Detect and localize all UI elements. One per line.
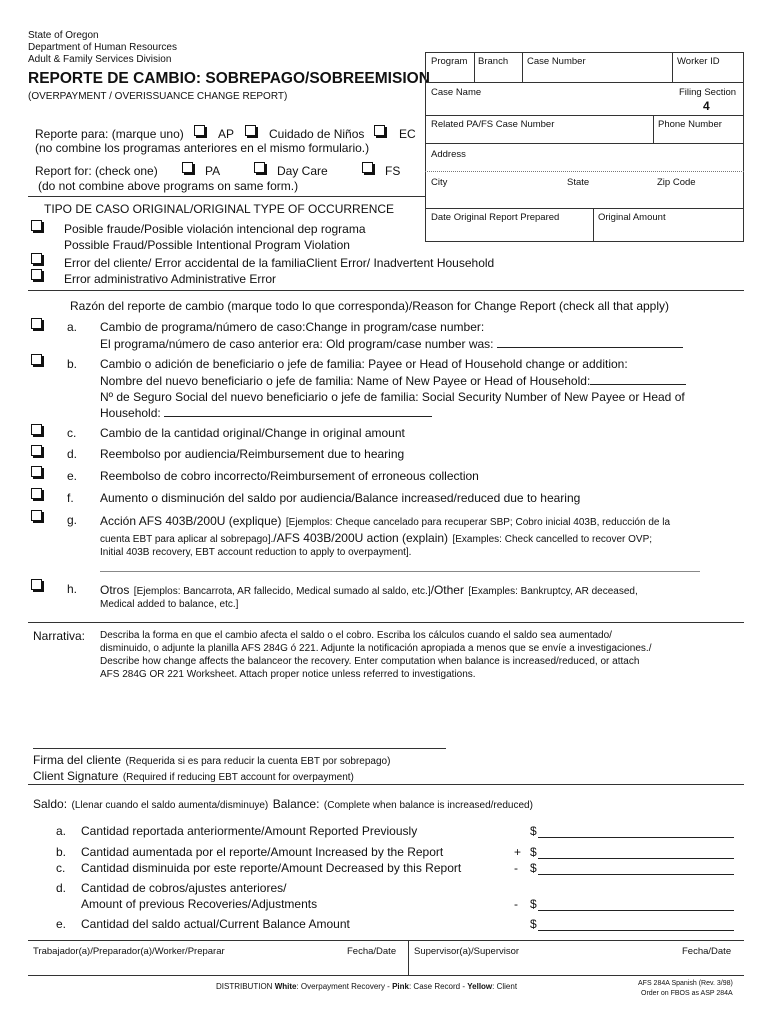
form-subtitle: (OVERPAYMENT / OVERISSUANCE CHANGE REPORT) [28,91,288,102]
balance-row-dollar: $ [530,824,537,838]
reason-c-checkbox[interactable] [31,424,42,435]
related-case-label: Related PA/FS Case Number [431,119,555,130]
reason-a-letter: a. [67,320,78,334]
worker-date-label: Fecha/Date [347,946,397,957]
reasons-heading: Razón del reporte de cambio (marque todo lo que corresponda)/Reason for Change Report (check all that apply) [70,299,670,313]
reason-b-line4: Household: [100,406,432,420]
agency-state: State of Oregon [28,30,99,41]
admin-error-label: Error administrativo Administrative Error [64,272,277,286]
reason-g-line2: cuenta EBT para aplicar al sobrepago]./AFS 403B/200U action (explain) [Examples: Check cancelled to recover OVP; [100,531,653,545]
reason-c-text: Cambio de la cantidad original/Change in original amount [100,426,405,440]
phone-label: Phone Number [658,119,722,130]
fs-checkbox[interactable] [362,162,373,173]
balance-row-sign: + [514,845,522,859]
reason-g-line1: Acción AFS 403B/200U (explique) [Ejemplos: Cheque cancelado para recuperar SBP; Cobro inicial 403B, reducción de la [100,514,671,528]
balance-row-letter: d. [56,881,67,895]
balance-row-dollar: $ [530,917,537,931]
reason-a-line1: Cambio de programa/número de caso:Change in program/case number: [100,320,485,334]
fraud-checkbox[interactable] [31,220,42,231]
narrative-label: Narrativa: [33,629,86,643]
order-note: Order on FBOS as ASP 284A [641,990,733,997]
original-amount-label: Original Amount [598,212,666,223]
balance-amount-field[interactable] [538,858,734,859]
balance-row-text: Cantidad disminuida por este reporte/Amount Decreased by this Report [81,861,462,875]
distribution-note: DISTRIBUTION White: Overpayment Recovery - Pink: Case Record - Yellow: Client [216,982,518,991]
state-label: State [567,177,590,188]
signature-label-es: Firma del cliente (Requerida si es para reducir la cuenta EBT por sobrepago) [33,753,391,767]
program-label: Program [431,56,468,67]
ap-label: AP [218,127,235,141]
supervisor-date-label: Fecha/Date [682,946,732,957]
narrative-line3: Describe how change affects the balanceor the recovery. Enter computation when balance is increased/reduced, or attach [100,656,640,667]
balance-row-letter: e. [56,917,67,931]
filing-section-value: 4 [703,99,710,113]
fraud-label-en: Possible Fraud/Possible Intentional Program Violation [64,238,350,252]
case-number-label: Case Number [527,56,586,67]
narrative-line4: AFS 284G OR 221 Worksheet. Attach proper notice unless referred to investigations. [100,669,476,680]
balance-heading: Saldo: (Llenar cuando el saldo aumenta/disminuye) Balance: (Complete when balance is increased/reduced) [33,797,533,811]
form-id: AFS 284A Spanish (Rev. 3/98) [638,980,733,987]
supervisor-signature-label: Supervisor(a)/Supervisor [414,946,520,957]
fraud-label-es: Posible fraude/Posible violación intencional dep rograma [64,222,366,236]
reason-c-letter: c. [67,426,77,440]
balance-row-text: Amount of previous Recoveries/Adjustments [81,897,318,911]
reason-h-line2: Medical added to balance, etc.] [100,599,239,610]
admin-error-checkbox[interactable] [31,269,42,280]
daycare-label: Day Care [277,164,328,178]
narrative-line1: Describa la forma en que el cambio afecta el saldo o el cobro. Escriba los cálculos cuando el saldo sea aumentado/ [100,630,612,641]
balance-row-dollar: $ [530,861,537,875]
zip-label: Zip Code [657,177,696,188]
case-name-label: Case Name [431,87,482,98]
balance-row-dollar: $ [530,897,537,911]
filing-section-label: Filing Section [679,87,737,98]
reason-h-letter: h. [67,582,78,596]
balance-row-text: Cantidad reportada anteriormente/Amount Reported Previously [81,824,418,838]
balance-row-sign: - [514,897,518,911]
city-label: City [431,177,448,188]
balance-amount-field[interactable] [538,910,734,911]
report-for-en-note: (do not combine above programs on same form.) [38,179,299,193]
reason-a-checkbox[interactable] [31,318,42,329]
reason-a-line2: El programa/número de caso anterior era: Old program/case number was: [100,337,683,351]
agency-division: Adult & Family Services Division [28,54,172,65]
client-error-label: Error del cliente/ Error accidental de la familiaClient Error/ Inadvertent Household [64,256,495,270]
reason-b-letter: b. [67,357,78,371]
reason-b-checkbox[interactable] [31,354,42,365]
client-error-checkbox[interactable] [31,253,42,264]
branch-label: Branch [478,56,509,67]
balance-row-text: Cantidad de cobros/ajustes anteriores/ [81,881,287,895]
reason-h-checkbox[interactable] [31,579,42,590]
balance-row-text: Cantidad del saldo actual/Current Balance Amount [81,917,350,931]
balance-row-letter: b. [56,845,67,859]
report-for-es-label: Reporte para: (marque uno) [35,127,184,141]
reason-b-line3: Nº de Seguro Social del nuevo beneficiario o jefe de familia: Social Security Number of New Payee or Head of [100,390,685,404]
signature-label-en: Client Signature (Required if reducing EBT account for overpayment) [33,769,354,783]
daycare-checkbox[interactable] [254,162,265,173]
worker-signature-label: Trabajador(a)/Preparador(a)/Worker/Preparar [33,946,225,957]
reason-f-checkbox[interactable] [31,488,42,499]
balance-amount-field[interactable] [538,837,734,838]
pa-label: PA [205,164,221,178]
report-for-en-label: Report for: (check one) [35,164,158,178]
occurrence-heading: TIPO DE CASO ORIGINAL/ORIGINAL TYPE OF OCCURRENCE [44,202,395,216]
agency-department: Department of Human Resources [28,42,177,53]
worker-id-label: Worker ID [677,56,720,67]
reason-e-letter: e. [67,469,78,483]
ap-checkbox[interactable] [194,125,205,136]
reason-e-checkbox[interactable] [31,466,42,477]
reason-g-line3: Initial 403B recovery, EBT account reduction to apply to overpayment]. [100,547,412,558]
reason-g-checkbox[interactable] [31,510,42,521]
reason-e-text: Reembolso de cobro incorrecto/Reimbursement of erroneous collection [100,469,479,483]
form-title: REPORTE DE CAMBIO: SOBREPAGO/SOBREEMISION [28,70,430,87]
date-original-label: Date Original Report Prepared [431,212,560,223]
ec-label: EC [399,127,416,141]
reason-d-letter: d. [67,447,78,461]
reason-b-line1: Cambio o adición de beneficiario o jefe de familia: Payee or Head of Household change or addition: [100,357,628,371]
balance-row-letter: a. [56,824,67,838]
reason-f-letter: f. [67,491,74,505]
fs-label: FS [385,164,401,178]
reason-f-text: Aumento o disminución del saldo por audiencia/Balance increased/reduced due to hearing [100,491,581,505]
report-for-es-note: (no combine los programas anteriores en el mismo formulario.) [35,141,370,155]
reason-d-text: Reembolso por audiencia/Reimbursement due to hearing [100,447,405,461]
narrative-line2: disminuido, o adjunte la planilla AFS 284G ó 221. Adjunte la notificación apropiada a menos que se envíe a investigaciones./ [100,643,652,654]
reason-g-letter: g. [67,513,78,527]
reason-d-checkbox[interactable] [31,445,42,456]
balance-amount-field[interactable] [538,930,734,931]
reason-b-line2: Nombre del nuevo beneficiario o jefe de familia: Name of New Payee or Head of Household: [100,374,686,388]
balance-amount-field[interactable] [538,874,734,875]
ninos-label: Cuidado de Niños [269,127,365,141]
balance-row-letter: c. [56,861,66,875]
balance-row-dollar: $ [530,845,537,859]
reason-h-line1: Otros [Ejemplos: Bancarrota, AR fallecido, Medical sumado al saldo, etc.]/Other [Examples: Bankruptcy, AR deceased, [100,583,638,597]
pa-checkbox[interactable] [182,162,193,173]
ec-checkbox[interactable] [374,125,385,136]
ninos-checkbox[interactable] [245,125,256,136]
address-label: Address [431,149,466,160]
balance-row-sign: - [514,861,518,875]
balance-row-text: Cantidad aumentada por el reporte/Amount Increased by the Report [81,845,444,859]
